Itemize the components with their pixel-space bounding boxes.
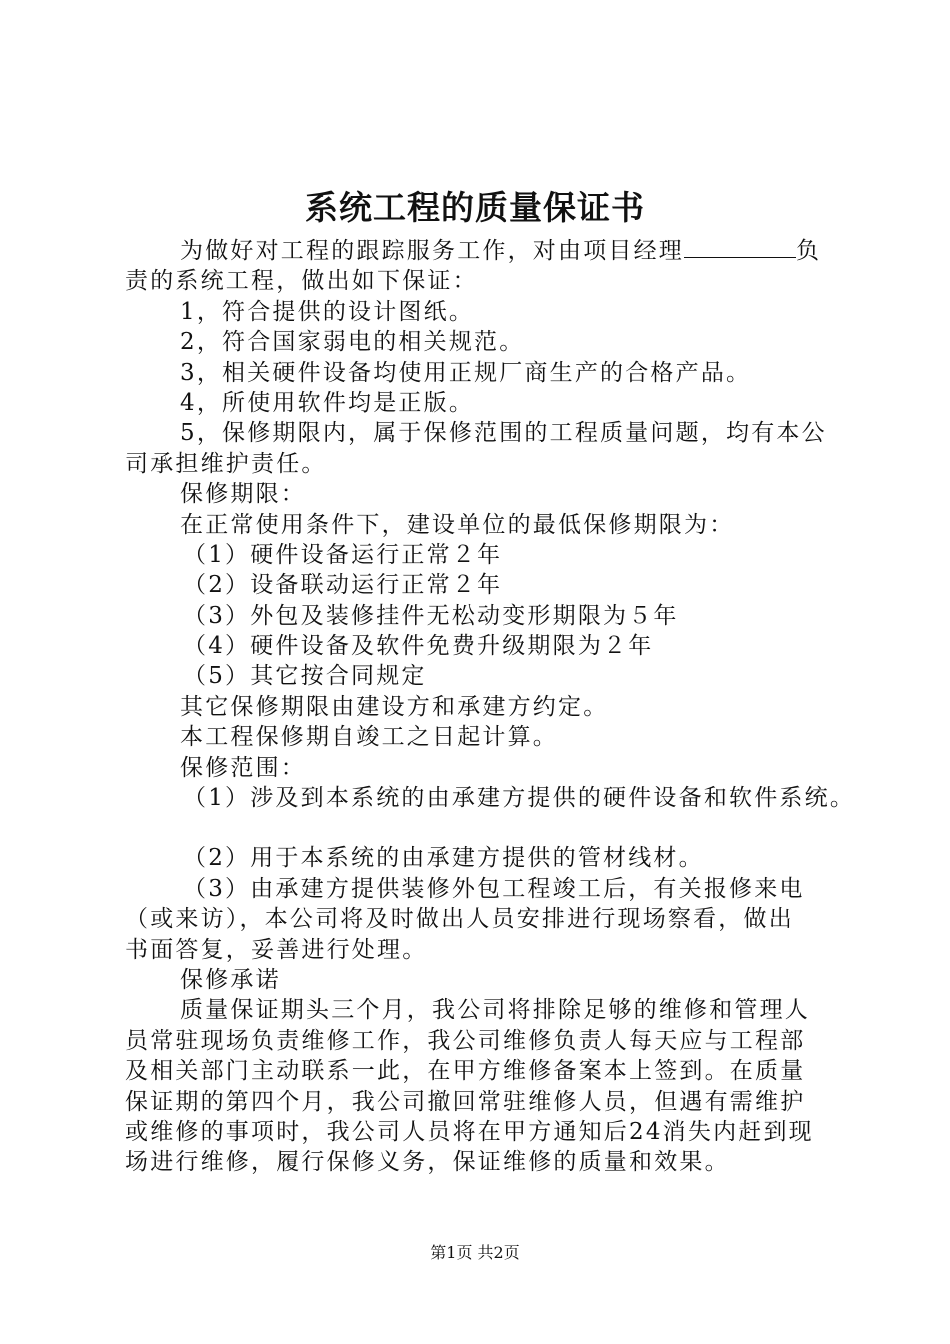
guarantee-item: 1，符合提供的设计图纸。 — [180, 298, 475, 325]
guarantee-item-cont: 司承担维护责任。 — [125, 450, 327, 477]
promise-text: 及相关部门主动联系一此，在甲方维修备案本上签到。在质量 — [125, 1058, 806, 1085]
promise-text: 质量保证期头三个月，我公司将排除足够的维修和管理人 — [180, 997, 810, 1024]
period-other: 其它保修期限由建设方和承建方约定。 — [180, 693, 609, 720]
period-item: （1）硬件设备运行正常２年 — [183, 541, 503, 568]
promise-text: 场进行维修，履行保修义务，保证维修的质量和效果。 — [125, 1149, 730, 1176]
period-item: （4）硬件设备及软件免费升级期限为２年 — [183, 633, 654, 660]
paragraph-gap — [125, 813, 835, 843]
promise-text: 或维修的事项时，我公司人员将在甲方通知后24消失内赶到现 — [125, 1118, 814, 1145]
intro-line — [125, 236, 835, 266]
section-heading-scope: 保修范围： — [180, 754, 306, 781]
guarantee-item: 5，保修期限内，属于保修范围的工程质量问题，均有本公 — [180, 420, 827, 447]
period-item: （3）外包及装修挂件无松动变形期限为５年 — [183, 602, 679, 629]
manager-name-blank — [684, 237, 796, 258]
page-number: 第1页 共2页 — [430, 1243, 520, 1262]
period-lead: 在正常使用条件下，建设单位的最低保修期限为： — [180, 511, 735, 538]
intro-text-end: 负 — [796, 238, 822, 264]
period-item: （2）设备联动运行正常２年 — [183, 572, 503, 599]
scope-item: （2）用于本系统的由承建方提供的管材线材。 — [183, 845, 704, 872]
scope-item: （3）由承建方提供装修外包工程竣工后，有关报修来电 — [183, 875, 805, 902]
guarantee-item: 3，相关硬件设备均使用正规厂商生产的合格产品。 — [180, 359, 752, 386]
guarantee-item: 2，符合国家弱电的相关规范。 — [180, 329, 525, 356]
period-start: 本工程保修期自竣工之日起计算。 — [180, 724, 558, 751]
scope-item: （1）涉及到本系统的由承建方提供的硬件设备和软件系统。 — [183, 785, 856, 812]
section-heading-promise: 保修承诺 — [180, 966, 281, 993]
scope-item-cont: 书面答复，妥善进行处理。 — [125, 936, 428, 963]
document-body — [125, 236, 856, 1178]
section-heading-period: 保修期限： — [180, 481, 306, 508]
guarantee-item: 4，所使用软件均是正版。 — [180, 389, 475, 416]
promise-text: 员常驻现场负责维修工作，我公司维修负责人每天应与工程部 — [125, 1027, 806, 1054]
document-title: 系统工程的质量保证书 — [305, 188, 645, 227]
promise-text: 保证期的第四个月，我公司撤回常驻维修人员，但遇有需维护 — [125, 1088, 806, 1115]
scope-item-cont: （或来访），本公司将及时做出人员安排进行现场察看，做出 — [125, 906, 794, 933]
intro-text: 为做好对工程的跟踪服务工作，对由项目经理 — [180, 238, 684, 264]
period-item: （5）其它按合同规定 — [183, 663, 427, 690]
intro-line-cont: 责的系统工程，做出如下保证： — [125, 268, 478, 295]
